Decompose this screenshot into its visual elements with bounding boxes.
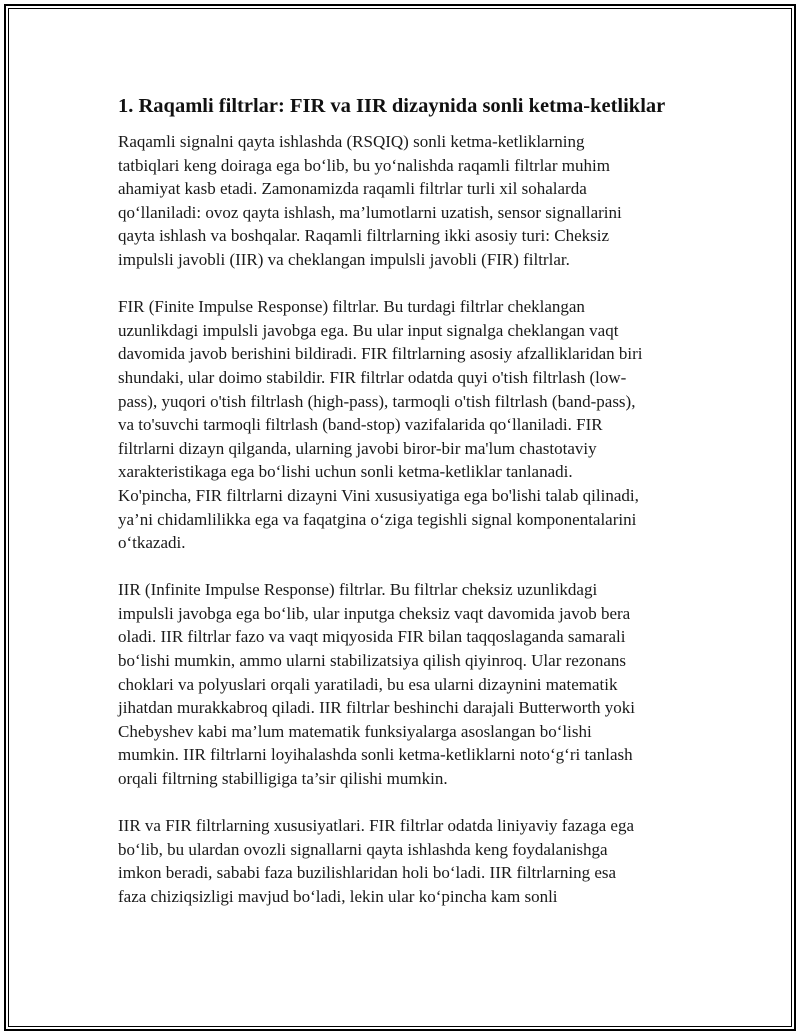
text-line: mumkin. IIR filtrlarni loyihalashda sonli ketma-ketliklarni noto‘g‘ri tanlash [118, 745, 633, 765]
paragraph-iir [118, 578, 696, 790]
text-line: pass), yuqori o'tish filtrlash (high-pass), tarmoqli o'tish filtrlash (band-pass), [118, 391, 636, 411]
paragraph-properties [118, 814, 696, 908]
text-line: qayta ishlash va boshqalar. Raqamli filtrlarning ikki asosiy turi: Cheksiz [118, 226, 610, 246]
text-line: IIR va FIR filtrlarning xususiyatlari. FIR filtrlar odatda liniyaviy fazaga ega [118, 816, 634, 836]
text-line: jihatdan murakkabroq qiladi. IIR filtrlar beshinchi darajali Butterworth yoki [118, 698, 635, 718]
text-line: uzunlikdagi impulsli javobga ega. Bu ular input signalga cheklangan vaqt [118, 320, 619, 340]
text-line: bo‘lib, bu ulardan ovozli signallarni qayta ishlashda keng foydalanishga [118, 839, 608, 859]
text-line: xarakteristikaga ega bo‘lishi uchun sonli ketma-ketliklar tanlanadi. [118, 462, 573, 482]
text-line: Raqamli signalni qayta ishlashda (RSQIQ) sonli ketma-ketliklarning [118, 132, 585, 151]
text-line: choklari va polyuslari orqali yaratiladi, bu esa ularni dizaynini matematik [118, 674, 618, 694]
text-line: imkon beradi, sababi faza buzilishlaridan holi bo‘ladi. IIR filtrlarning esa [118, 863, 617, 883]
document-body [118, 92, 696, 932]
paragraph-intro [118, 130, 696, 272]
section-heading: 1. Raqamli filtrlar: FIR va IIR dizaynida sonli ketma-ketliklar [118, 95, 666, 117]
text-line: IIR (Infinite Impulse Response) filtrlar. Bu filtrlar cheksiz uzunlikdagi [118, 580, 598, 600]
text-line: impulsli javobga ega bo‘lib, ular inputga cheksiz vaqt davomida javob bera [118, 603, 631, 623]
text-line: o‘tkazadi. [118, 533, 186, 553]
text-line: ya’ni chidamlilikka ega va faqatgina o‘ziga tegishli signal komponentalarini [118, 509, 637, 529]
text-line: filtrlarni dizayn qilganda, ularning javobi biror-bir ma'lum chastotaviy [118, 438, 597, 458]
text-line: Chebyshev kabi ma’lum matematik funksiyalarga asoslangan bo‘lishi [118, 721, 592, 741]
text-line: orqali filtrning stabilligiga ta’sir qilishi mumkin. [118, 769, 448, 789]
text-line: shundaki, ular doimo stabildir. FIR filtrlar odatda quyi o'tish filtrlash (low- [118, 367, 627, 387]
text-line: ahamiyat kasb etadi. Zamonamizda raqamli filtrlar turli xil sohalarda [118, 179, 587, 199]
text-line: faza chiziqsizligi mavjud bo‘ladi, lekin ular ko‘pincha kam sonli [118, 887, 558, 906]
text-line: bo‘lishi mumkin, ammo ularni stabilizatsiya qilish qiyinroq. Ular rezonans [118, 651, 627, 671]
text-line: tatbiqlari keng doiraga ega bo‘lib, bu yo‘nalishda raqamli filtrlar muhim [118, 155, 610, 175]
text-line: qo‘llaniladi: ovoz qayta ishlash, ma’lumotlarni uzatish, sensor signallarini [118, 202, 622, 222]
text-line: davomida javob berishini bildiradi. FIR filtrlarning asosiy afzalliklaridan biri [118, 344, 643, 364]
text-line: oladi. IIR filtrlar fazo va vaqt miqyosida FIR bilan taqqoslaganda samarali [118, 627, 626, 647]
text-line: impulsli javobli (IIR) va cheklangan impulsli javobli (FIR) filtrlar. [118, 249, 570, 269]
text-line: FIR (Finite Impulse Response) filtrlar. Bu turdagi filtrlar cheklangan [118, 297, 585, 317]
text-line: Ko'pincha, FIR filtrlarni dizayni Vini xususiyatiga ega bo'lishi talab qilinadi, [118, 485, 639, 505]
text-line: va to'suvchi tarmoqli filtrlash (band-stop) vazifalarida qo‘llaniladi. FIR [118, 415, 603, 435]
paragraph-fir [118, 295, 696, 555]
